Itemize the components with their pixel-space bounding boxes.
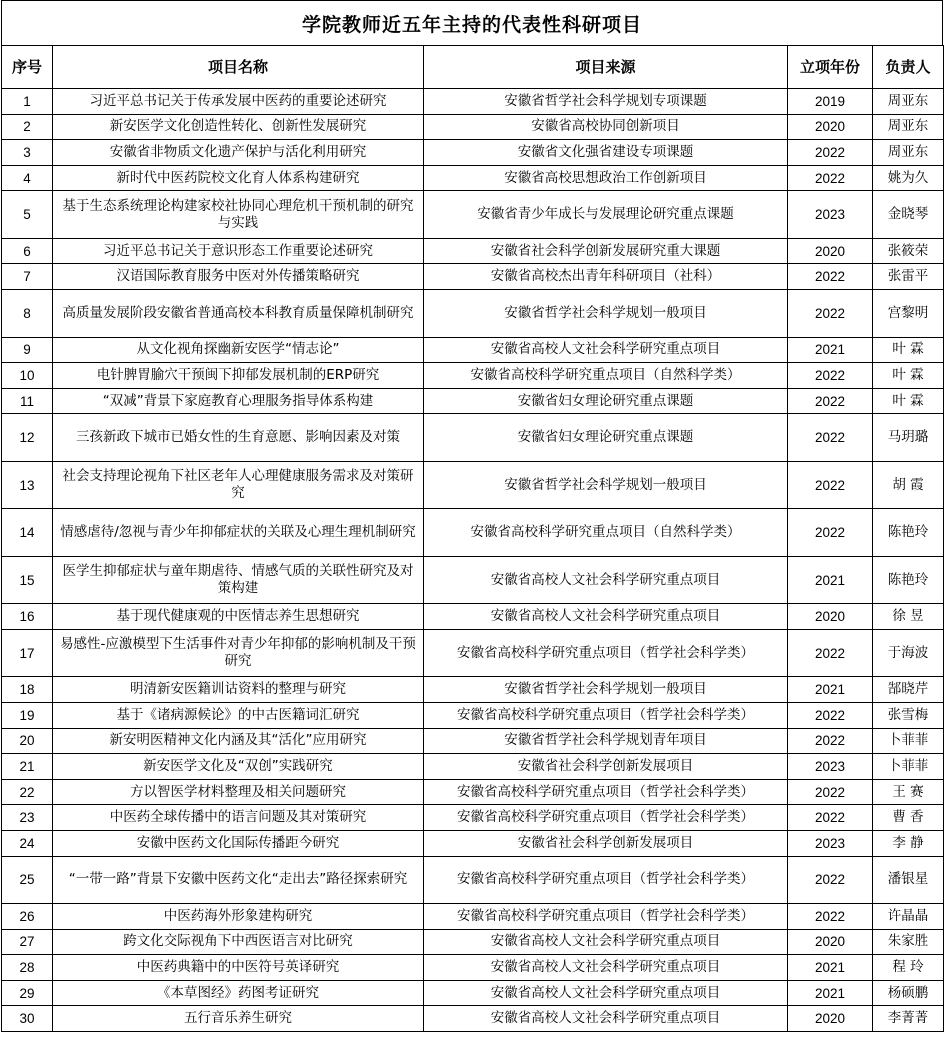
cell-no: 9 <box>2 337 53 363</box>
cell-project-name: “双减”背景下家庭教育心理服务指导体系构建 <box>53 388 424 414</box>
table-row <box>2 140 944 166</box>
cell-no: 18 <box>2 677 53 703</box>
cell-project-name: 中医药全球传播中的语言问题及其对策研究 <box>53 805 424 831</box>
table-row <box>2 677 944 703</box>
cell-project-source: 安徽省文化强省建设专项课题 <box>424 140 788 166</box>
table-row <box>2 629 944 677</box>
cell-leader: 朱家胜 <box>873 929 944 955</box>
cell-no: 29 <box>2 980 53 1006</box>
cell-leader: 陈艳玲 <box>873 509 944 557</box>
cell-no: 15 <box>2 556 53 604</box>
cell-project-name: 习近平总书记关于传承发展中医药的重要论述研究 <box>53 89 424 115</box>
cell-project-name: 社会支持理论视角下社区老年人心理健康服务需求及对策研究 <box>53 461 424 509</box>
cell-leader: 姚为久 <box>873 165 944 191</box>
cell-no: 27 <box>2 929 53 955</box>
cell-year: 2022 <box>788 779 873 805</box>
cell-year: 2022 <box>788 388 873 414</box>
cell-leader: 周亚东 <box>873 140 944 166</box>
cell-leader: 周亚东 <box>873 89 944 115</box>
cell-year: 2023 <box>788 191 873 239</box>
table-row <box>2 509 944 557</box>
cell-no: 23 <box>2 805 53 831</box>
table-row <box>2 929 944 955</box>
cell-year: 2020 <box>788 929 873 955</box>
table-row <box>2 290 944 338</box>
cell-year: 2021 <box>788 677 873 703</box>
cell-year: 2022 <box>788 165 873 191</box>
cell-project-name: 基于生态系统理论构建家校社协同心理危机干预机制的研究与实践 <box>53 191 424 239</box>
cell-project-source: 安徽省高校杰出青年科研项目（社科） <box>424 264 788 290</box>
cell-project-name: 高质量发展阶段安徽省普通高校本科教育质量保障机制研究 <box>53 290 424 338</box>
cell-project-name: 医学生抑郁症状与童年期虐待、情感气质的关联性研究及对策构建 <box>53 556 424 604</box>
cell-year: 2022 <box>788 140 873 166</box>
cell-year: 2022 <box>788 805 873 831</box>
cell-year: 2021 <box>788 955 873 981</box>
cell-no: 30 <box>2 1006 53 1032</box>
cell-project-source: 安徽省社会科学创新发展项目 <box>424 754 788 780</box>
cell-no: 14 <box>2 509 53 557</box>
cell-year: 2022 <box>788 461 873 509</box>
cell-leader: 杨硕鹏 <box>873 980 944 1006</box>
projects-sheet <box>1 0 943 1032</box>
cell-leader: 陈艳玲 <box>873 556 944 604</box>
cell-project-source: 安徽省高校人文社会科学研究重点项目 <box>424 929 788 955</box>
table-row <box>2 165 944 191</box>
cell-year: 2022 <box>788 414 873 462</box>
cell-no: 11 <box>2 388 53 414</box>
cell-project-source: 安徽省妇女理论研究重点课题 <box>424 414 788 462</box>
cell-leader: 程 玲 <box>873 955 944 981</box>
cell-year: 2021 <box>788 980 873 1006</box>
header-project-source: 项目来源 <box>424 46 788 89</box>
table-row <box>2 955 944 981</box>
table-row <box>2 779 944 805</box>
cell-project-source: 安徽省高校科学研究重点项目（自然科学类） <box>424 509 788 557</box>
cell-project-source: 安徽省高校科学研究重点项目（哲学社会科学类） <box>424 703 788 729</box>
cell-project-source: 安徽省青少年成长与发展理论研究重点课题 <box>424 191 788 239</box>
cell-project-source: 安徽省哲学社会科学规划青年项目 <box>424 728 788 754</box>
table-row <box>2 805 944 831</box>
cell-project-source: 安徽省高校思想政治工作创新项目 <box>424 165 788 191</box>
table-row <box>2 556 944 604</box>
header-project-name: 项目名称 <box>53 46 424 89</box>
table-row <box>2 114 944 140</box>
cell-project-name: 新安明医精神文化内涵及其“活化”应用研究 <box>53 728 424 754</box>
cell-leader: 马玥璐 <box>873 414 944 462</box>
cell-no: 21 <box>2 754 53 780</box>
cell-leader: 胡 霞 <box>873 461 944 509</box>
table-row <box>2 363 944 389</box>
cell-year: 2022 <box>788 856 873 904</box>
cell-year: 2022 <box>788 904 873 930</box>
cell-leader: 卜菲菲 <box>873 754 944 780</box>
cell-leader: 于海波 <box>873 629 944 677</box>
cell-project-source: 安徽省社会科学创新发展研究重大课题 <box>424 238 788 264</box>
cell-project-name: 安徽省非物质文化遗产保护与活化利用研究 <box>53 140 424 166</box>
table-header-row <box>2 46 944 89</box>
cell-project-name: 基于现代健康观的中医情志养生思想研究 <box>53 604 424 630</box>
cell-project-source: 安徽省高校人文社会科学研究重点项目 <box>424 604 788 630</box>
cell-no: 7 <box>2 264 53 290</box>
cell-project-name: 从文化视角探幽新安医学“情志论” <box>53 337 424 363</box>
table-row <box>2 1006 944 1032</box>
cell-leader: 李 静 <box>873 831 944 857</box>
cell-no: 2 <box>2 114 53 140</box>
cell-project-name: 《本草图经》药图考证研究 <box>53 980 424 1006</box>
cell-no: 26 <box>2 904 53 930</box>
cell-project-source: 安徽省妇女理论研究重点课题 <box>424 388 788 414</box>
cell-leader: 周亚东 <box>873 114 944 140</box>
cell-project-source: 安徽省高校科学研究重点项目（哲学社会科学类） <box>424 805 788 831</box>
cell-project-source: 安徽省高校人文社会科学研究重点项目 <box>424 980 788 1006</box>
cell-project-name: 方以智医学材料整理及相关问题研究 <box>53 779 424 805</box>
cell-no: 6 <box>2 238 53 264</box>
cell-year: 2019 <box>788 89 873 115</box>
cell-no: 20 <box>2 728 53 754</box>
cell-no: 12 <box>2 414 53 462</box>
cell-leader: 张筱荣 <box>873 238 944 264</box>
cell-project-source: 安徽省哲学社会科学规划专项课题 <box>424 89 788 115</box>
cell-year: 2020 <box>788 238 873 264</box>
table-row <box>2 191 944 239</box>
cell-project-name: 五行音乐养生研究 <box>53 1006 424 1032</box>
cell-leader: 张雷平 <box>873 264 944 290</box>
cell-year: 2022 <box>788 290 873 338</box>
table-row <box>2 388 944 414</box>
cell-project-source: 安徽省哲学社会科学规划一般项目 <box>424 677 788 703</box>
cell-leader: 金晓琴 <box>873 191 944 239</box>
cell-no: 13 <box>2 461 53 509</box>
cell-project-name: 中医药典籍中的中医符号英译研究 <box>53 955 424 981</box>
table-row <box>2 337 944 363</box>
cell-project-source: 安徽省社会科学创新发展项目 <box>424 831 788 857</box>
cell-project-name: 明清新安医籍训诂资料的整理与研究 <box>53 677 424 703</box>
cell-project-source: 安徽省高校人文社会科学研究重点项目 <box>424 556 788 604</box>
cell-project-name: 中医药海外形象建构研究 <box>53 904 424 930</box>
cell-project-source: 安徽省高校科学研究重点项目（哲学社会科学类） <box>424 856 788 904</box>
cell-project-source: 安徽省高校协同创新项目 <box>424 114 788 140</box>
cell-no: 4 <box>2 165 53 191</box>
cell-project-name: 习近平总书记关于意识形态工作重要论述研究 <box>53 238 424 264</box>
cell-no: 24 <box>2 831 53 857</box>
cell-leader: 王 赛 <box>873 779 944 805</box>
cell-year: 2020 <box>788 604 873 630</box>
cell-year: 2023 <box>788 754 873 780</box>
cell-no: 25 <box>2 856 53 904</box>
cell-leader: 徐 昱 <box>873 604 944 630</box>
cell-project-name: 易感性-应激模型下生活事件对青少年抑郁的影响机制及干预研究 <box>53 629 424 677</box>
cell-year: 2022 <box>788 264 873 290</box>
cell-project-name: 情感虐待/忽视与青少年抑郁症状的关联及心理生理机制研究 <box>53 509 424 557</box>
table-row <box>2 980 944 1006</box>
projects-table <box>1 45 944 1032</box>
cell-project-source: 安徽省高校人文社会科学研究重点项目 <box>424 955 788 981</box>
table-row <box>2 238 944 264</box>
cell-project-source: 安徽省高校科学研究重点项目（哲学社会科学类） <box>424 779 788 805</box>
cell-leader: 张雪梅 <box>873 703 944 729</box>
cell-project-name: 三孩新政下城市已婚女性的生育意愿、影响因素及对策 <box>53 414 424 462</box>
header-leader: 负责人 <box>873 46 944 89</box>
cell-year: 2021 <box>788 556 873 604</box>
cell-project-name: “一带一路”背景下安徽中医药文化“走出去”路径探索研究 <box>53 856 424 904</box>
cell-year: 2021 <box>788 337 873 363</box>
cell-project-source: 安徽省哲学社会科学规划一般项目 <box>424 290 788 338</box>
cell-year: 2022 <box>788 629 873 677</box>
cell-project-name: 跨文化交际视角下中西医语言对比研究 <box>53 929 424 955</box>
cell-no: 10 <box>2 363 53 389</box>
cell-project-source: 安徽省哲学社会科学规划一般项目 <box>424 461 788 509</box>
table-row <box>2 856 944 904</box>
cell-no: 5 <box>2 191 53 239</box>
cell-leader: 郜晓芹 <box>873 677 944 703</box>
cell-project-name: 新时代中医药院校文化育人体系构建研究 <box>53 165 424 191</box>
cell-year: 2022 <box>788 363 873 389</box>
cell-project-source: 安徽省高校科学研究重点项目（自然科学类） <box>424 363 788 389</box>
cell-leader: 叶 霖 <box>873 388 944 414</box>
cell-no: 17 <box>2 629 53 677</box>
cell-project-name: 新安医学文化及“双创”实践研究 <box>53 754 424 780</box>
cell-project-source: 安徽省高校人文社会科学研究重点项目 <box>424 1006 788 1032</box>
cell-leader: 许晶晶 <box>873 904 944 930</box>
header-no: 序号 <box>2 46 53 89</box>
cell-no: 16 <box>2 604 53 630</box>
cell-project-source: 安徽省高校科学研究重点项目（哲学社会科学类） <box>424 629 788 677</box>
table-row <box>2 264 944 290</box>
table-row <box>2 831 944 857</box>
header-year: 立项年份 <box>788 46 873 89</box>
cell-leader: 潘银星 <box>873 856 944 904</box>
cell-no: 8 <box>2 290 53 338</box>
cell-no: 3 <box>2 140 53 166</box>
cell-no: 22 <box>2 779 53 805</box>
cell-leader: 李菁菁 <box>873 1006 944 1032</box>
cell-no: 1 <box>2 89 53 115</box>
cell-project-source: 安徽省高校科学研究重点项目（哲学社会科学类） <box>424 904 788 930</box>
cell-leader: 叶 霖 <box>873 363 944 389</box>
cell-no: 19 <box>2 703 53 729</box>
cell-leader: 卜菲菲 <box>873 728 944 754</box>
cell-leader: 宫黎明 <box>873 290 944 338</box>
table-row <box>2 461 944 509</box>
cell-project-name: 基于《诸病源候论》的中古医籍词汇研究 <box>53 703 424 729</box>
cell-year: 2023 <box>788 831 873 857</box>
cell-leader: 叶 霖 <box>873 337 944 363</box>
table-row <box>2 703 944 729</box>
cell-year: 2022 <box>788 509 873 557</box>
cell-year: 2022 <box>788 703 873 729</box>
cell-year: 2022 <box>788 728 873 754</box>
cell-year: 2020 <box>788 1006 873 1032</box>
cell-project-name: 新安医学文化创造性转化、创新性发展研究 <box>53 114 424 140</box>
cell-project-name: 汉语国际教育服务中医对外传播策略研究 <box>53 264 424 290</box>
cell-project-source: 安徽省高校人文社会科学研究重点项目 <box>424 337 788 363</box>
table-row <box>2 754 944 780</box>
table-row <box>2 414 944 462</box>
cell-project-name: 电针脾胃腧穴干预闽下抑郁发展机制的ERP研究 <box>53 363 424 389</box>
table-row <box>2 728 944 754</box>
cell-project-name: 安徽中医药文化国际传播距今研究 <box>53 831 424 857</box>
table-row <box>2 89 944 115</box>
sheet-title: 学院教师近五年主持的代表性科研项目 <box>1 0 943 45</box>
cell-year: 2020 <box>788 114 873 140</box>
table-row <box>2 604 944 630</box>
cell-leader: 曹 香 <box>873 805 944 831</box>
table-row <box>2 904 944 930</box>
cell-no: 28 <box>2 955 53 981</box>
